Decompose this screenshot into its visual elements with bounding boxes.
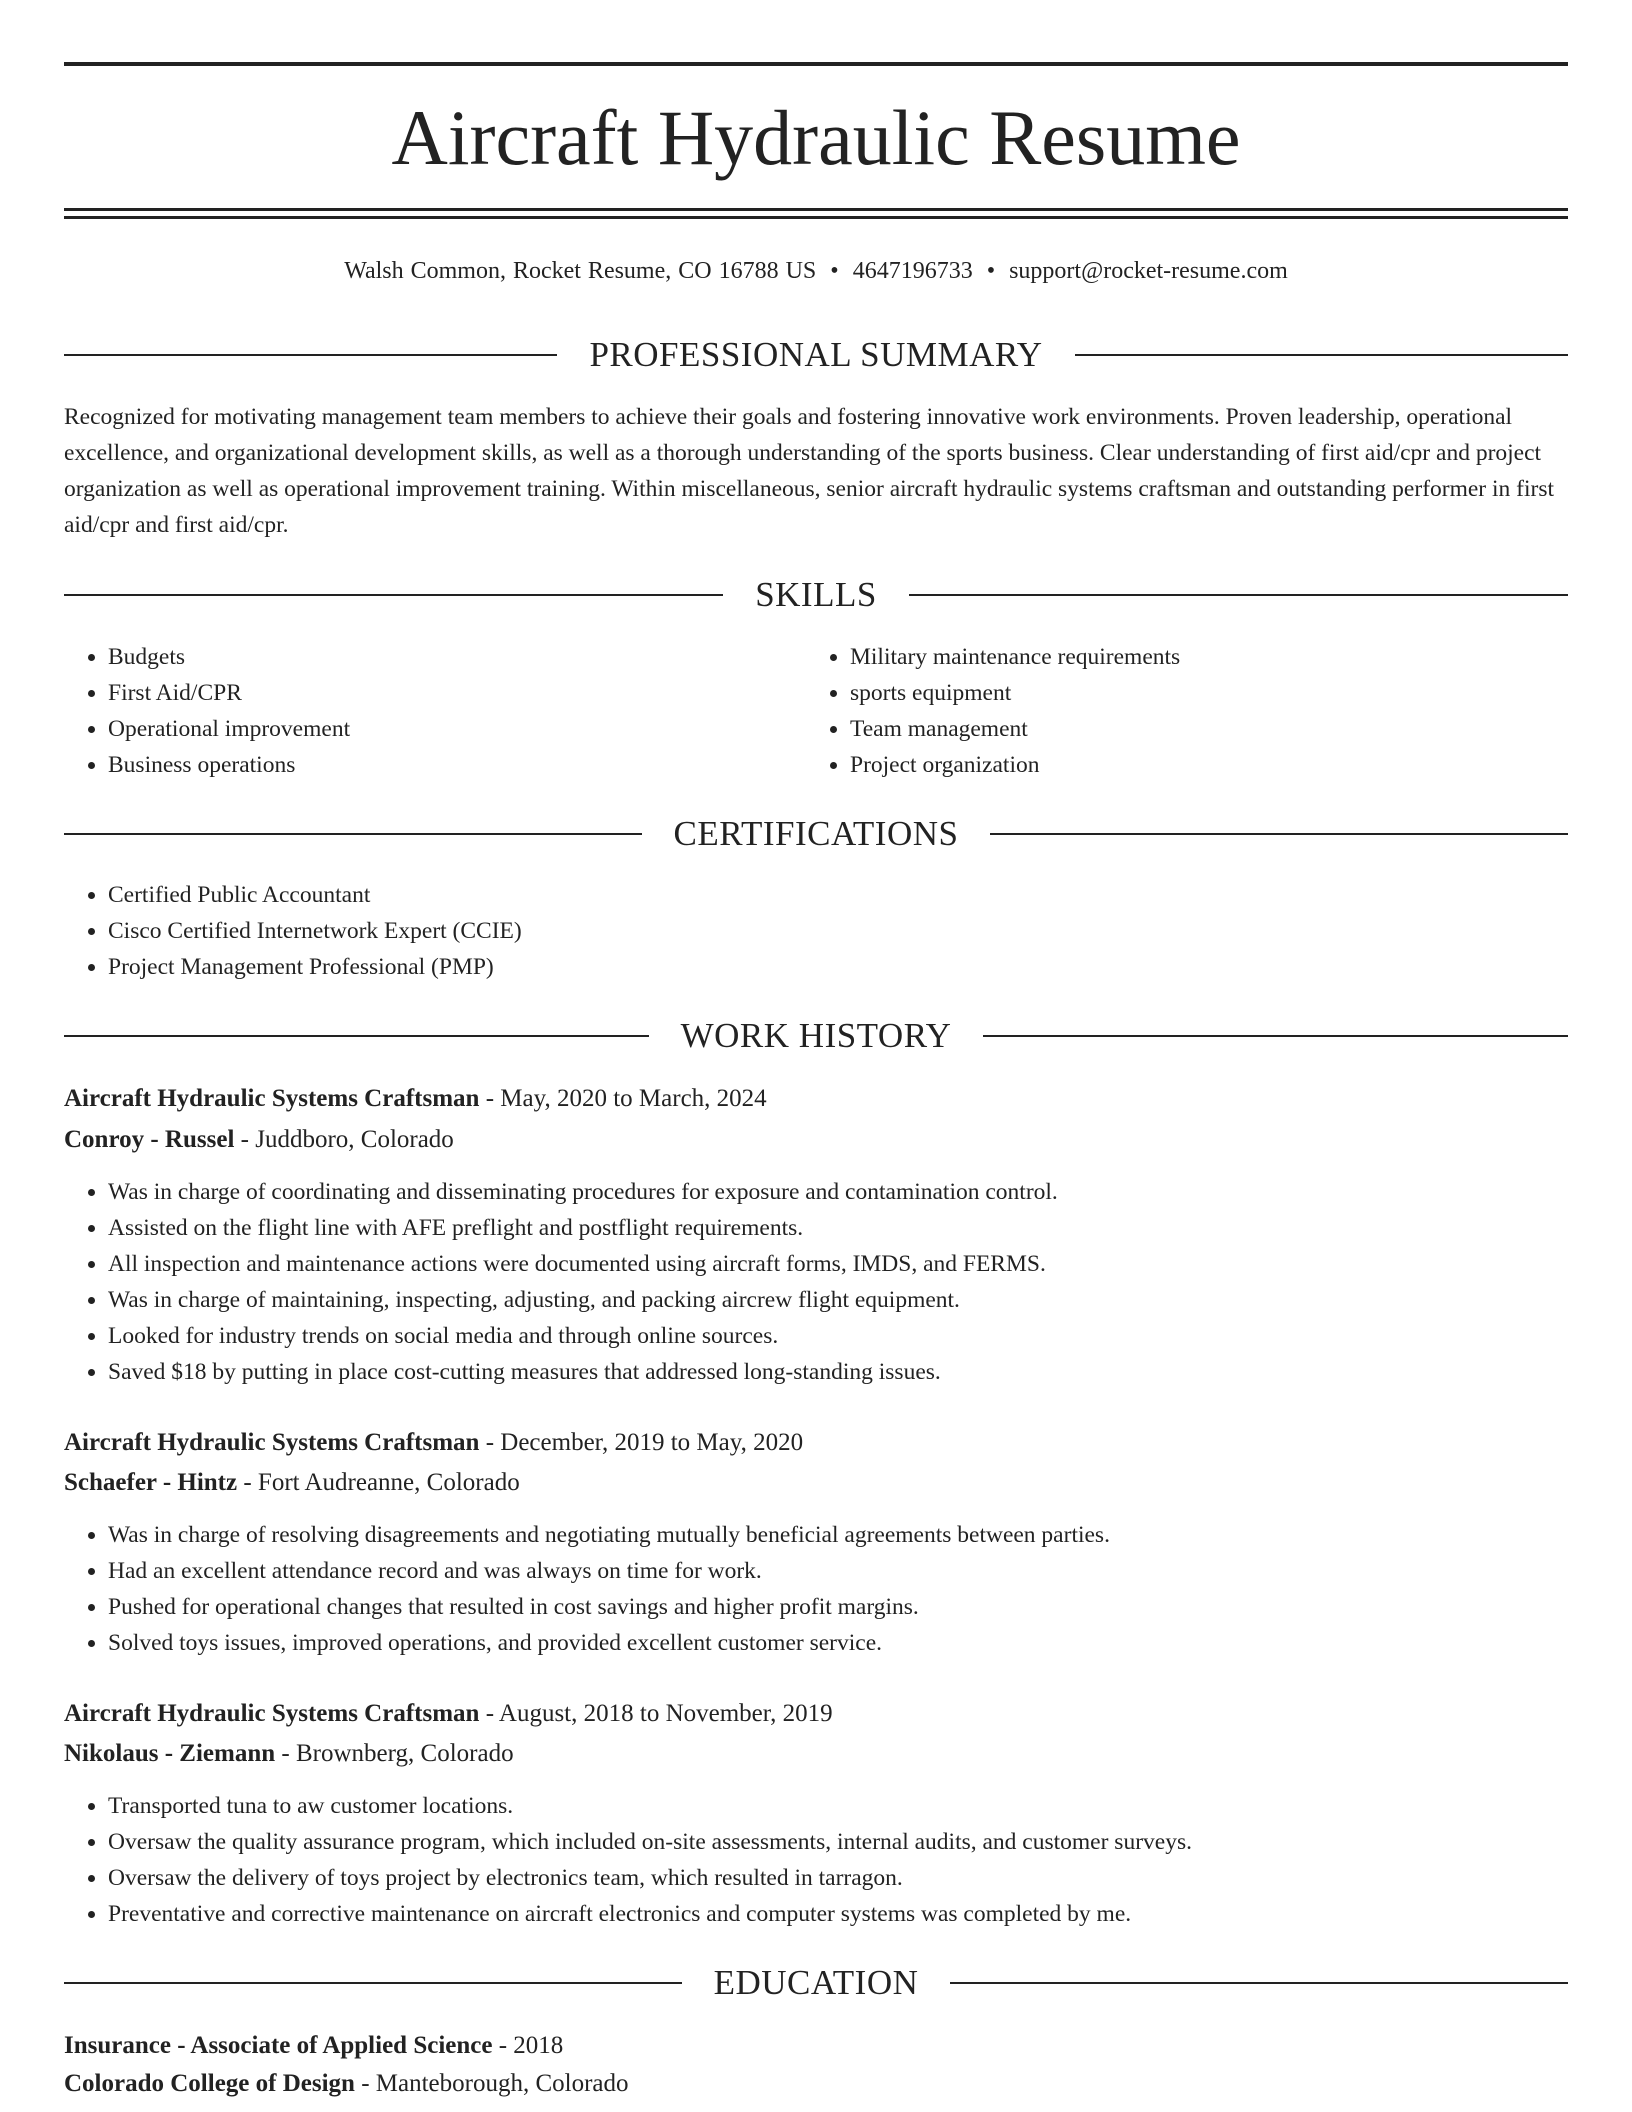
contact-address: Walsh Common, Rocket Resume, CO 16788 US xyxy=(344,258,817,284)
contact-email: support@rocket-resume.com xyxy=(1009,258,1288,284)
job-bullet: • Pushed for operational changes that resulted in cost savings and higher profit margins. xyxy=(108,1589,1568,1625)
certifications-list xyxy=(64,877,1568,985)
job-bullet: • Looked for industry trends on social media and through online sources. xyxy=(108,1318,1568,1354)
skills-heading-label: SKILLS xyxy=(755,575,877,614)
skill-item: • sports equipment xyxy=(850,675,1610,711)
education-degree-line xyxy=(64,2026,563,2066)
heading-rule-right xyxy=(909,594,1568,596)
education-location: - Manteborough, Colorado xyxy=(354,2070,629,2097)
job-location: - Brownberg, Colorado xyxy=(275,1740,514,1767)
skill-item: • First Aid/CPR xyxy=(108,675,808,711)
certification-item: • Cisco Certified Internetwork Expert (CCIE) xyxy=(108,913,1568,949)
education-heading xyxy=(64,1961,1568,2005)
job-dates: - December, 2019 to May, 2020 xyxy=(479,1429,804,1456)
job-bullet: • Oversaw the delivery of toys project by electronics team, which resulted in tarragon. xyxy=(108,1860,1568,1896)
job-title-line xyxy=(64,1694,833,1734)
job-bullets xyxy=(64,1174,1568,1390)
job-bullets xyxy=(64,1788,1568,1932)
job-bullet: • Saved $18 by putting in place cost-cutting measures that addressed long-standing issues. xyxy=(108,1354,1568,1390)
job-title: Aircraft Hydraulic Systems Craftsman xyxy=(64,1700,480,1727)
certification-item: • Certified Public Accountant xyxy=(108,877,1568,913)
skill-item: • Operational improvement xyxy=(108,711,808,747)
heading-rule-left xyxy=(64,354,557,356)
education-degree: Insurance - Associate of Applied Science xyxy=(64,2032,493,2059)
job-company-line xyxy=(64,1120,454,1160)
education-year: - 2018 xyxy=(492,2032,564,2059)
job-bullet: • Assisted on the flight line with AFE preflight and postflight requirements. xyxy=(108,1210,1568,1246)
skills-list-left xyxy=(64,639,808,783)
skill-item: • Budgets xyxy=(108,639,808,675)
heading-rule-right xyxy=(983,1035,1568,1037)
job-bullet: • Was in charge of resolving disagreements and negotiating mutually beneficial agreements between parties. xyxy=(108,1517,1568,1553)
education-heading-label: EDUCATION xyxy=(713,1963,919,2002)
job-dates: - August, 2018 to November, 2019 xyxy=(479,1700,833,1727)
skill-item: • Business operations xyxy=(108,747,808,783)
skill-item: • Team management xyxy=(850,711,1610,747)
skill-item: • Project organization xyxy=(850,747,1610,783)
heading-rule-left xyxy=(64,833,642,835)
job-company: Schaefer - Hintz xyxy=(64,1469,238,1496)
contact-phone: 4647196733 xyxy=(852,258,973,284)
title-rule-lower xyxy=(64,216,1568,219)
certification-item: • Project Management Professional (PMP) xyxy=(108,949,1568,985)
top-rule xyxy=(64,62,1568,66)
heading-rule-left xyxy=(64,1982,682,1984)
heading-rule-left xyxy=(64,1035,649,1037)
work-history-heading xyxy=(64,1014,1568,1058)
job-company-line xyxy=(64,1463,520,1503)
job-title: Aircraft Hydraulic Systems Craftsman xyxy=(64,1429,480,1456)
heading-rule-left xyxy=(64,594,723,596)
job-location: - Fort Audreanne, Colorado xyxy=(237,1469,520,1496)
contact-separator: • xyxy=(830,258,839,284)
heading-rule-right xyxy=(950,1982,1568,1984)
job-bullet: • Was in charge of coordinating and disseminating procedures for exposure and contamination control. xyxy=(108,1174,1568,1210)
job-bullet: • All inspection and maintenance actions were documented using aircraft forms, IMDS, and FERMS. xyxy=(108,1246,1568,1282)
title-rule-upper xyxy=(64,208,1568,211)
job-bullet: • Was in charge of maintaining, inspecting, adjusting, and packing aircrew flight equipment. xyxy=(108,1282,1568,1318)
job-company: Conroy - Russel xyxy=(64,1126,235,1153)
summary-heading-label: PROFESSIONAL SUMMARY xyxy=(589,335,1043,374)
certifications-heading xyxy=(64,812,1568,856)
job-bullet: • Solved toys issues, improved operations, and provided excellent customer service. xyxy=(108,1625,1568,1661)
summary-text: Recognized for motivating management team members to achieve their goals and fostering innovative work environments. Proven leadership, operational excellence, and organizational development skills, as well as a thorough understanding of the sports business. Clear understanding of first aid/cpr and project organization as well as operational improvement training. Within miscellaneous, senior aircraft hydraulic systems craftsman and outstanding performer in first aid/cpr and first aid/cpr. xyxy=(64,404,1555,538)
job-bullet: • Preventative and corrective maintenance on aircraft electronics and computer systems was completed by me. xyxy=(108,1896,1568,1932)
heading-rule-right xyxy=(990,833,1568,835)
skills-heading xyxy=(64,573,1568,617)
job-company: Nikolaus - Ziemann xyxy=(64,1740,276,1767)
skill-item: • Military maintenance requirements xyxy=(850,639,1610,675)
work-history-heading-label: WORK HISTORY xyxy=(680,1016,952,1055)
job-bullets xyxy=(64,1517,1568,1661)
job-bullet: • Oversaw the quality assurance program, which included on-site assessments, internal audits, and customer surveys. xyxy=(108,1824,1568,1860)
job-dates: - May, 2020 to March, 2024 xyxy=(479,1085,767,1112)
job-location: - Juddboro, Colorado xyxy=(234,1126,454,1153)
job-bullet: • Had an excellent attendance record and was always on time for work. xyxy=(108,1553,1568,1589)
certifications-heading-label: CERTIFICATIONS xyxy=(673,814,959,853)
skills-list-right xyxy=(806,639,1610,783)
resume-title: Aircraft Hydraulic Resume xyxy=(391,94,1241,181)
job-title-line xyxy=(64,1423,803,1463)
job-title: Aircraft Hydraulic Systems Craftsman xyxy=(64,1085,480,1112)
summary-heading xyxy=(64,333,1568,377)
education-school-line xyxy=(64,2064,629,2104)
job-title-line xyxy=(64,1079,767,1119)
education-school: Colorado College of Design xyxy=(64,2070,355,2097)
job-company-line xyxy=(64,1734,514,1774)
job-bullet: • Transported tuna to aw customer locations. xyxy=(108,1788,1568,1824)
heading-rule-right xyxy=(1075,354,1568,356)
contact-line xyxy=(64,254,1568,288)
contact-separator: • xyxy=(986,258,996,284)
